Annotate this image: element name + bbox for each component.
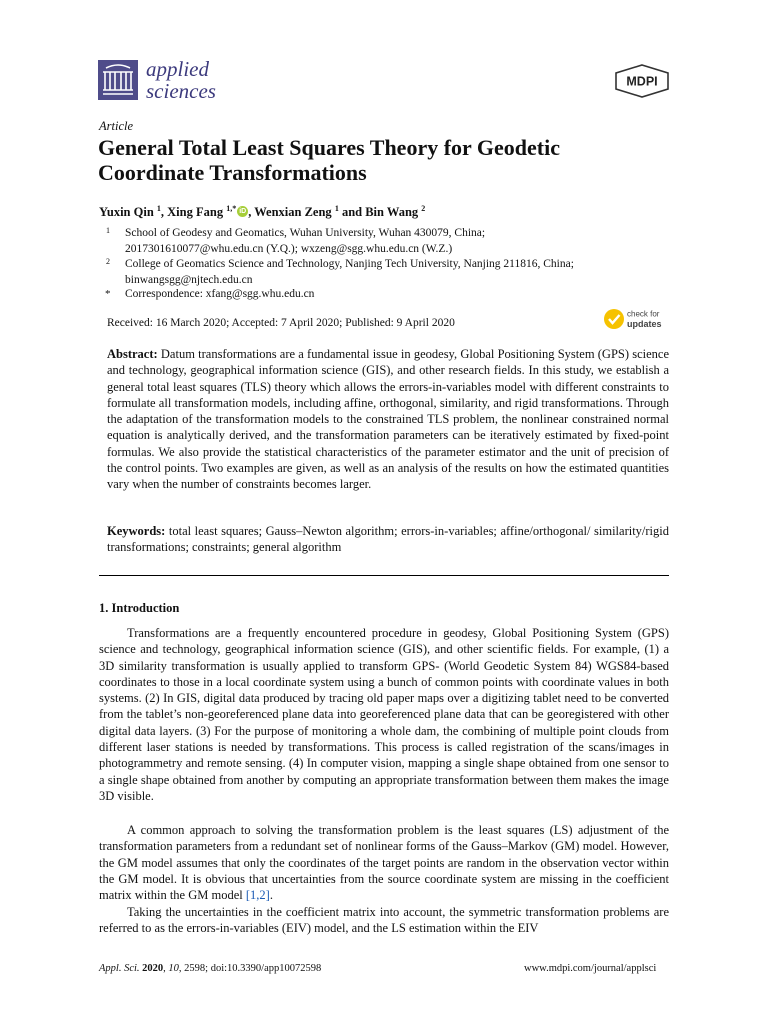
section-heading: 1. Introduction (99, 601, 180, 615)
check-updates-line2: updates (627, 319, 662, 329)
author-affiliation-mark: 1 (156, 204, 161, 213)
body-paragraph-1: Transformations are a frequently encountered procedure in geodesy, Global Positioning System (GPS) science and technology, geographical information science (GIS), and other scientific fields. For example, (1) a 3D similarity transformation is usually applied to transform GPS- (World Geodetic System 84) WGS84-based coordinates to those in a local coordinate system using a bunch of common points with coordinate values in both systems. (2) In GIS, digital data produced by tracing old paper maps over a digitizing tablet need to be converted from the tablet’s non-georeferenced plane data into georeferenced plane data that can be georegistered with other digital data layers. (3) For the purpose of monitoring a whole dam, the combining of multiple point clouds from different laser stations is needed by transformations. This process is called registration of the scans/images in photogrammetry and remote sensing. (4) In computer vision, mapping a single shape obtained from one sensor to a single shape obtained from another by computing an appropriate transformation between them makes the image 3D visible. (99, 626, 669, 803)
paragraph-end: . (269, 888, 273, 903)
footer-volume: 10 (168, 963, 179, 974)
keywords (107, 523, 669, 556)
footer-doi: , 2598; doi:10.3390/app10072598 (178, 963, 322, 974)
author-affiliation-mark: 1,* (226, 204, 237, 213)
orcid-icon[interactable]: iD (239, 208, 247, 216)
affiliation-number: 1 (106, 226, 110, 235)
affiliation-line: College of Geomatics Science and Technology, Nanjing Tech University, Nanjing 211816, China; (125, 258, 574, 270)
correspondence-text: Correspondence: xfang@sgg.whu.edu.cn (125, 288, 315, 300)
affiliation-number: 2 (106, 257, 110, 266)
author-name: Bin Wang (365, 205, 419, 220)
journal-name-line2: sciences (146, 79, 216, 103)
author-affiliation-mark: 1 (334, 204, 339, 213)
publisher-name: MDPI (626, 74, 658, 89)
paper-title: General Total Least Squares Theory for Geodetic Coordinate Transformations (98, 135, 560, 185)
footer-year: 2020 (142, 963, 164, 974)
author-separator: and (338, 205, 366, 220)
correspondence (105, 287, 315, 303)
journal-logo-icon (98, 60, 138, 100)
footer-url[interactable]: www.mdpi.com/journal/applsci (524, 963, 657, 974)
journal-name (146, 58, 216, 102)
keywords-label: Keywords: (107, 524, 166, 538)
footer-citation: Appl. Sci. 2020, 10, 2598; doi:10.3390/app10072598 (99, 963, 322, 974)
footer-journal-abbr: Appl. Sci. (99, 963, 140, 974)
journal-logo (98, 58, 248, 104)
author-separator: , (248, 205, 255, 220)
body-paragraph-3: Taking the uncertainties in the coefficient matrix into account, the symmetric transformation problems are referred to as the errors-in-variables (EIV) model, and the LS estimation within the EIV (99, 905, 669, 936)
affiliation-1 (106, 226, 486, 257)
author-list (99, 204, 425, 220)
paragraph-text: A common approach to solving the transformation problem is the least squares (LS) adjustment of the transformation parameters from a redundant set of nonlinear forms of the Gauss–Markov (GM) model. However, the GM model assumes that only the coordinates of the target points are random in the observation vector within the GM model. It is obvious that uncertainties from the source coordinate system are missing in the coefficient matrix within the GM model (99, 823, 669, 903)
affiliation-2 (106, 257, 574, 288)
affiliation-emails: binwangsgg@njtech.edu.cn (125, 273, 253, 286)
author-name: Wenxian Zeng (254, 205, 332, 220)
abstract (107, 346, 669, 493)
correspondence-mark: * (105, 288, 111, 300)
journal-name-line1: applied (146, 57, 209, 81)
keywords-text: total least squares; Gauss–Newton algorithm; errors-in-variables; affine/orthogonal/ similarity/rigid transformations; constraints; general algorithm (107, 524, 670, 555)
section-divider (99, 575, 669, 576)
article-type: Article (99, 119, 134, 133)
author-separator: , (160, 205, 168, 220)
abstract-text: Datum transformations are a fundamental issue in geodesy, Global Positioning System (GPS) science and technology, geographical information science (GIS), and other research fields. In this study, we establish a general total least squares (TLS) theory which allows the errors-in-variables model with different constraints to formulate all transformation models, including affine, orthogonal, similarity, and rigid transformations. Through the adaptation of the transformation models to the constrained TLS problem, the nonlinear constrained normal equation is analytically derived, and the transformation parameters can be iteratively estimated by fixed-point formulas. We also provide the statistical characteristics of the parameter estimator and the unit of precision of the control points. Two examples are given, as well as an analysis of the results on how the estimated quantities vary when the number of constraints becomes larger. (107, 347, 669, 492)
check-updates-line1: check for (627, 309, 660, 319)
check-for-updates-badge[interactable] (603, 307, 673, 331)
mdpi-logo (613, 64, 671, 98)
author-name: Yuxin Qin (99, 205, 154, 220)
author-name: Xing Fang (167, 205, 224, 220)
affiliation-line: School of Geodesy and Geomatics, Wuhan University, Wuhan 430079, China; (125, 227, 486, 239)
author-affiliation-mark: 2 (421, 204, 426, 213)
affiliation-emails: 2017301610077@whu.edu.cn (Y.Q.); wxzeng@sgg.whu.edu.cn (W.Z.) (125, 242, 453, 255)
body-paragraph-2 (99, 822, 669, 903)
abstract-label: Abstract: (107, 347, 158, 361)
citation-link[interactable]: [1,2] (245, 888, 270, 903)
publication-dates: Received: 16 March 2020; Accepted: 7 April 2020; Published: 9 April 2020 (107, 317, 455, 329)
